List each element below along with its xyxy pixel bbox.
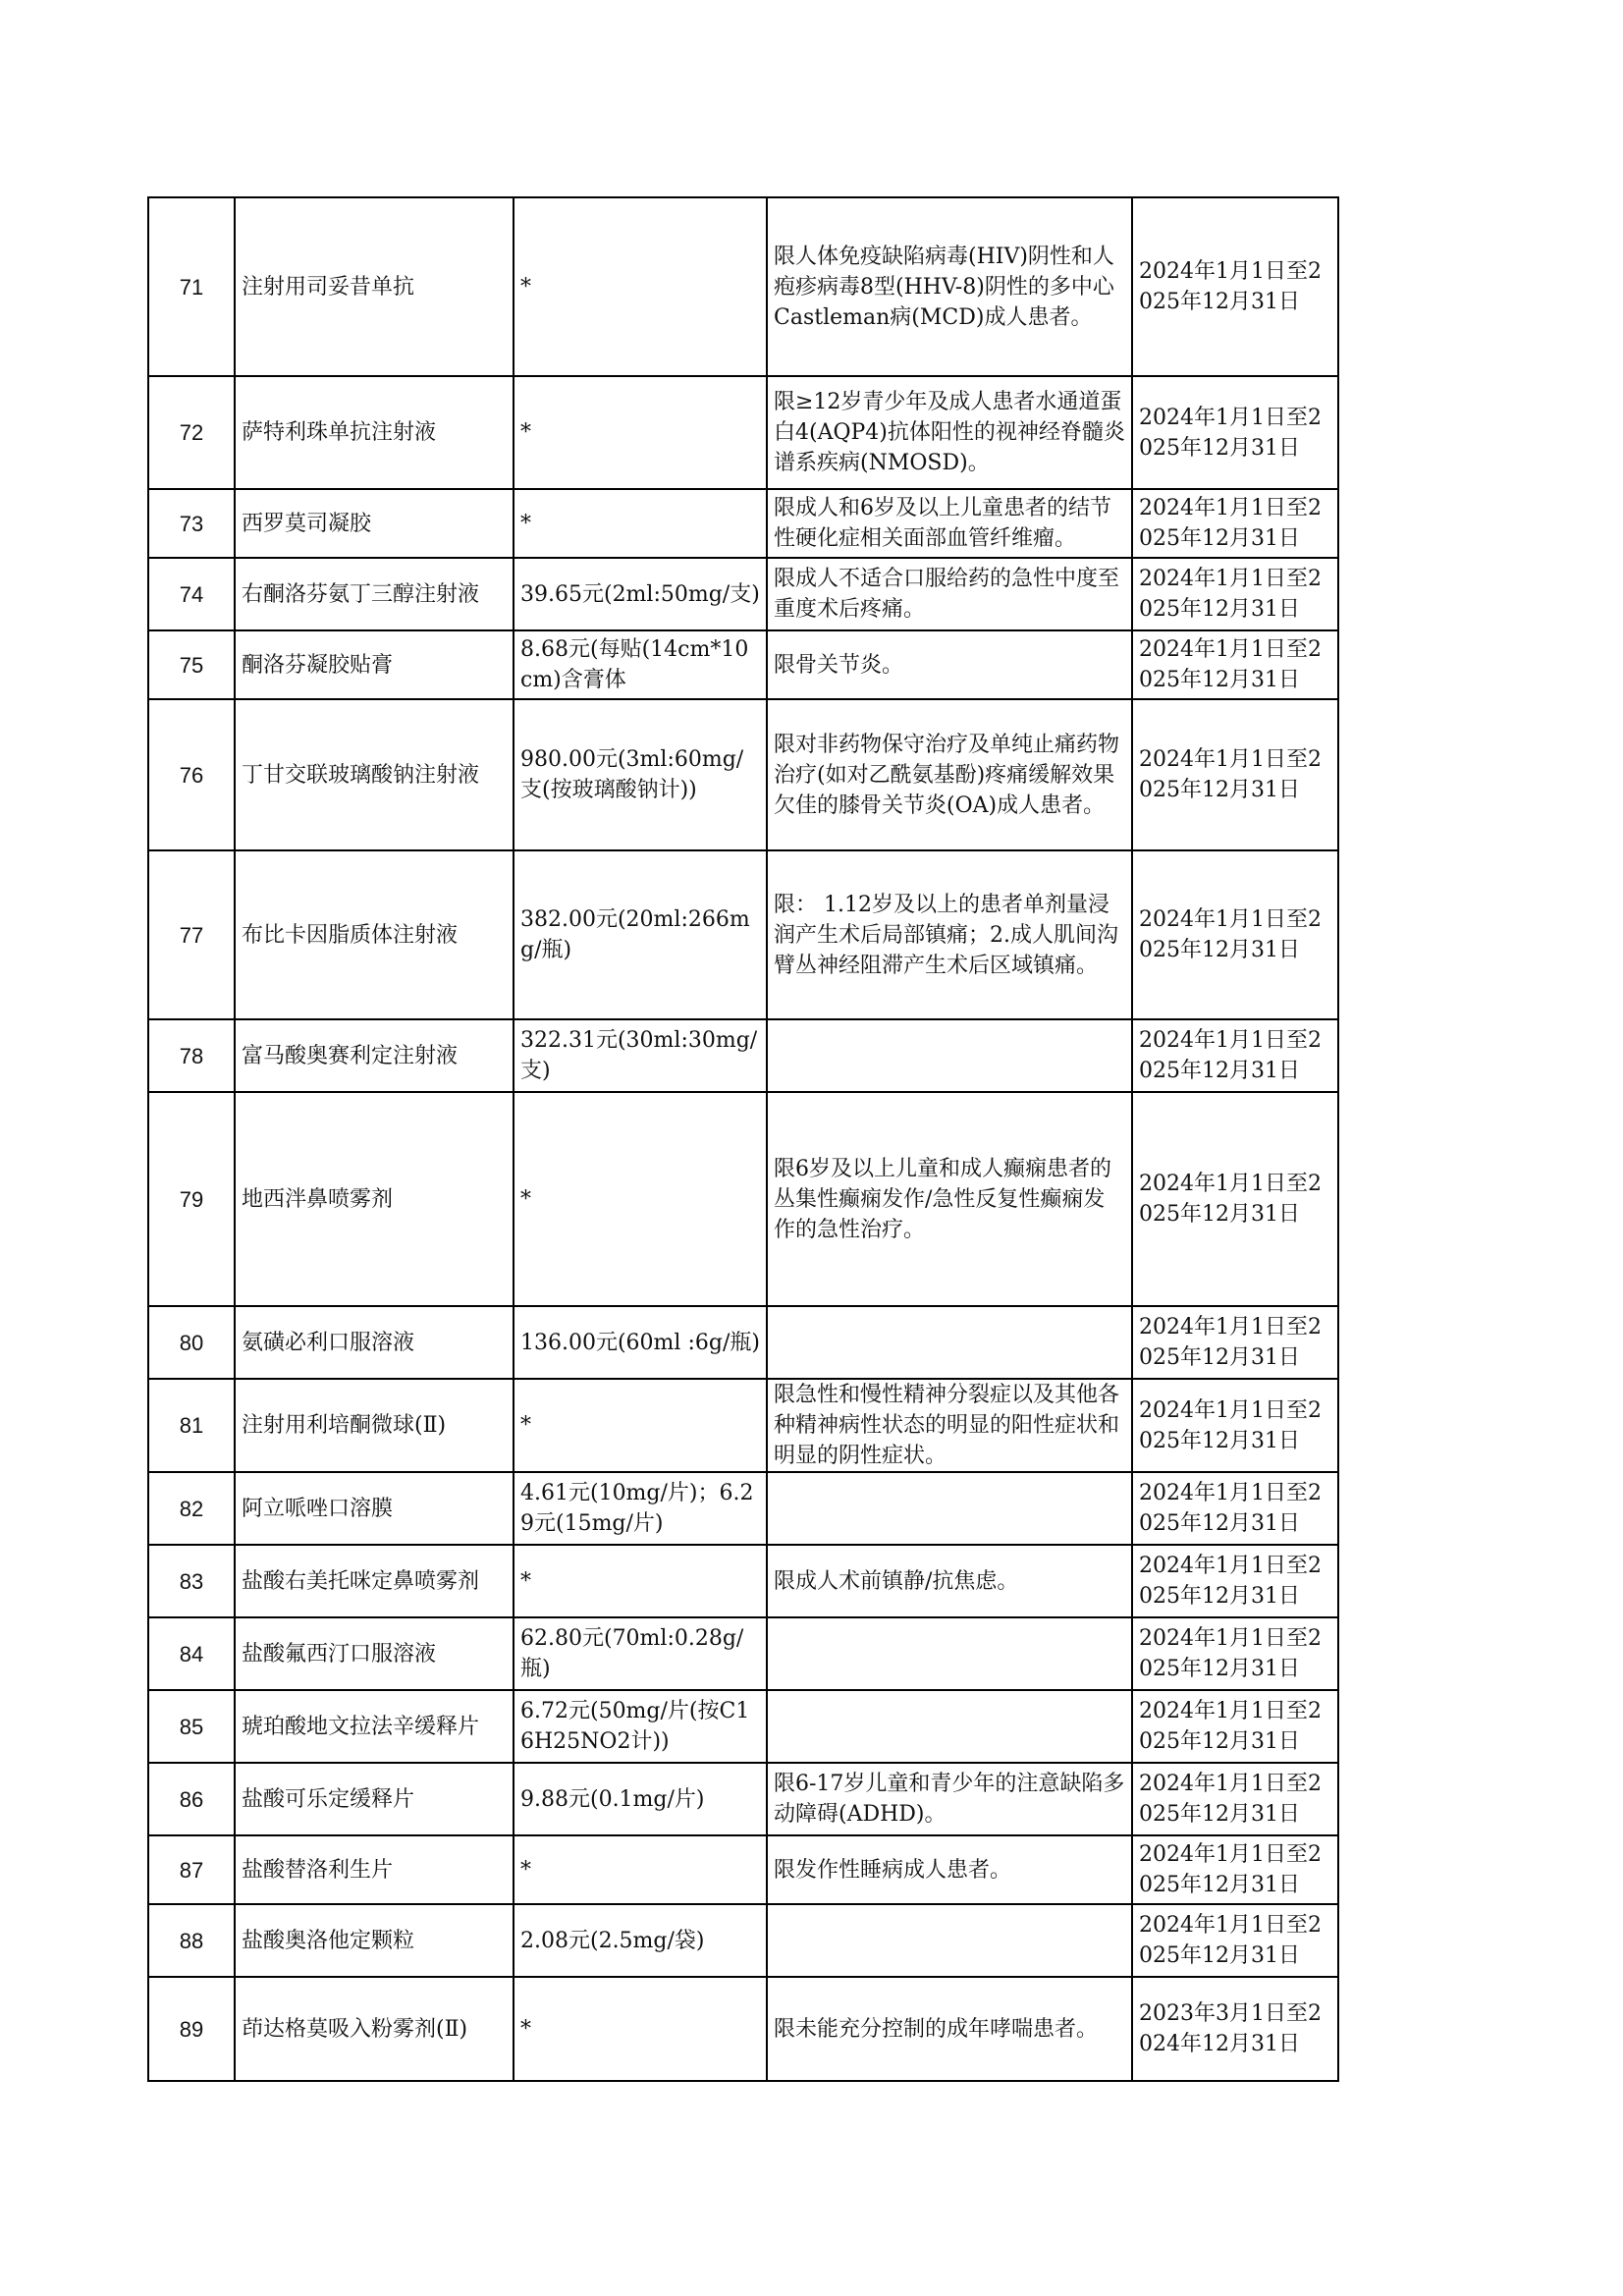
drug-name-cell (235, 699, 514, 850)
payment-standard: 980.00元(3ml:60mg/支(按玻璃酸钠计)) (520, 747, 744, 802)
table-row (148, 1617, 1338, 1690)
agreement-period-cell (1132, 558, 1338, 630)
table-row (148, 1306, 1338, 1379)
row-number: 78 (179, 1043, 204, 1068)
table-row (148, 1977, 1338, 2081)
table-row (148, 558, 1338, 630)
payment-standard-cell (514, 197, 767, 376)
payment-standard-cell (514, 1904, 767, 1977)
table-row (148, 1092, 1338, 1306)
payment-standard-cell (514, 1690, 767, 1763)
agreement-period-cell (1132, 1835, 1338, 1904)
drug-name-cell (235, 1545, 514, 1617)
payment-standard: * (520, 1186, 531, 1212)
row-number-cell (148, 1472, 235, 1545)
row-number-cell (148, 1379, 235, 1472)
payment-standard: * (520, 420, 531, 445)
agreement-period-cell (1132, 197, 1338, 376)
drug-name: 氨磺必利口服溶液 (242, 1330, 415, 1355)
payment-standard-cell (514, 1092, 767, 1306)
drug-name-cell (235, 1617, 514, 1690)
payment-standard: 136.00元(60ml :6g/瓶) (520, 1330, 760, 1355)
table-row (148, 1763, 1338, 1835)
drug-name: 酮洛芬凝胶贴膏 (242, 652, 394, 678)
drug-list-table (147, 196, 1339, 2082)
payment-standard: 6.72元(50mg/片(按C16H25NO2计)) (520, 1699, 750, 1754)
agreement-period: 2023年3月1日至2024年12月31日 (1139, 2001, 1322, 2056)
agreement-period: 2024年1月1日至2025年12月31日 (1139, 1626, 1322, 1681)
restriction-note-cell (767, 1977, 1132, 2081)
payment-standard: 4.61元(10mg/片)；6.29元(15mg/片) (520, 1481, 754, 1536)
drug-name: 盐酸右美托咪定鼻喷雾剂 (242, 1568, 480, 1594)
payment-standard-cell (514, 850, 767, 1019)
payment-standard: * (520, 511, 531, 536)
restriction-note-cell (767, 489, 1132, 558)
agreement-period-cell (1132, 1092, 1338, 1306)
agreement-period-cell (1132, 1904, 1338, 1977)
drug-name-cell (235, 1092, 514, 1306)
drug-name-cell (235, 1472, 514, 1545)
payment-standard-cell (514, 1472, 767, 1545)
restriction-note-cell (767, 1472, 1132, 1545)
drug-name-cell (235, 1690, 514, 1763)
drug-name-cell (235, 489, 514, 558)
row-number-cell (148, 1690, 235, 1763)
agreement-period-cell (1132, 630, 1338, 699)
agreement-period-cell (1132, 1019, 1338, 1092)
table-row (148, 1904, 1338, 1977)
restriction-note-cell (767, 1904, 1132, 1977)
drug-name: 盐酸可乐定缓释片 (242, 1786, 415, 1812)
row-number-cell (148, 1545, 235, 1617)
row-number-cell (148, 1092, 235, 1306)
drug-name-cell (235, 1379, 514, 1472)
row-number: 71 (179, 274, 204, 300)
restriction-note-cell (767, 1763, 1132, 1835)
drug-name-cell (235, 630, 514, 699)
row-number-cell (148, 850, 235, 1019)
row-number: 75 (179, 652, 204, 678)
row-number: 86 (179, 1786, 204, 1812)
table-row (148, 1835, 1338, 1904)
agreement-period-cell (1132, 1545, 1338, 1617)
row-number-cell (148, 630, 235, 699)
restriction-note-cell (767, 558, 1132, 630)
payment-standard: 9.88元(0.1mg/片) (520, 1786, 705, 1812)
table-row (148, 489, 1338, 558)
agreement-period: 2024年1月1日至2025年12月31日 (1139, 1397, 1322, 1453)
restriction-note-cell (767, 850, 1132, 1019)
restriction-note: 限对非药物保守治疗及单纯止痛药物治疗(如对乙酰氨基酚)疼痛缓解效果欠佳的膝骨关节炎(OA)成人患者。 (774, 732, 1120, 818)
table-row (148, 1545, 1338, 1617)
agreement-period-cell (1132, 1763, 1338, 1835)
table-row (148, 1379, 1338, 1472)
agreement-period: 2024年1月1日至2025年12月31日 (1139, 907, 1322, 962)
row-number: 84 (179, 1641, 204, 1667)
drug-name-cell (235, 197, 514, 376)
row-number: 88 (179, 1928, 204, 1953)
row-number-cell (148, 1904, 235, 1977)
payment-standard: * (520, 1568, 531, 1594)
payment-standard-cell (514, 1019, 767, 1092)
drug-name: 地西泮鼻喷雾剂 (242, 1186, 394, 1212)
payment-standard-cell (514, 630, 767, 699)
payment-standard: 62.80元(70ml:0.28g/瓶) (520, 1626, 744, 1681)
agreement-period-cell (1132, 850, 1338, 1019)
restriction-note: 限成人和6岁及以上儿童患者的结节性硬化症相关面部血管纤维瘤。 (774, 496, 1111, 551)
drug-name: 茚达格莫吸入粉雾剂(Ⅱ) (242, 2016, 468, 2042)
drug-name-cell (235, 1904, 514, 1977)
agreement-period-cell (1132, 1379, 1338, 1472)
row-number: 82 (179, 1496, 204, 1521)
restriction-note: 限成人不适合口服给药的急性中度至重度术后疼痛。 (774, 567, 1120, 622)
row-number: 79 (179, 1186, 204, 1212)
restriction-note-cell (767, 1545, 1132, 1617)
drug-name: 注射用利培酮微球(Ⅱ) (242, 1413, 447, 1438)
drug-name: 富马酸奥赛利定注射液 (242, 1043, 459, 1068)
restriction-note: 限发作性睡病成人患者。 (774, 1857, 1012, 1883)
payment-standard-cell (514, 1763, 767, 1835)
agreement-period-cell (1132, 1306, 1338, 1379)
restriction-note: 限成人术前镇静/抗焦虑。 (774, 1568, 1019, 1594)
row-number-cell (148, 699, 235, 850)
drug-name-cell (235, 1977, 514, 2081)
payment-standard-cell (514, 1379, 767, 1472)
payment-standard-cell (514, 1617, 767, 1690)
drug-name: 布比卡因脂质体注射液 (242, 922, 459, 948)
row-number: 73 (179, 511, 204, 536)
drug-name-cell (235, 558, 514, 630)
agreement-period: 2024年1月1日至2025年12月31日 (1139, 405, 1322, 461)
drug-name: 阿立哌唑口溶膜 (242, 1496, 394, 1521)
row-number-cell (148, 197, 235, 376)
drug-name: 盐酸奥洛他定颗粒 (242, 1928, 415, 1953)
drug-name: 盐酸替洛利生片 (242, 1857, 394, 1883)
restriction-note-cell (767, 1835, 1132, 1904)
drug-name-cell (235, 376, 514, 489)
drug-name: 盐酸氟西汀口服溶液 (242, 1641, 437, 1667)
row-number-cell (148, 1306, 235, 1379)
table-row (148, 1019, 1338, 1092)
payment-standard-cell (514, 558, 767, 630)
drug-name: 西罗莫司凝胶 (242, 511, 372, 536)
agreement-period-cell (1132, 489, 1338, 558)
restriction-note-cell (767, 1690, 1132, 1763)
agreement-period: 2024年1月1日至2025年12月31日 (1139, 1315, 1322, 1370)
payment-standard: * (520, 2016, 531, 2042)
restriction-note-cell (767, 699, 1132, 850)
restriction-note: 限≥12岁青少年及成人患者水通道蛋白4(AQP4)抗体阳性的视神经脊髓炎谱系疾病(NMOSD)。 (774, 390, 1125, 475)
payment-standard-cell (514, 1835, 767, 1904)
restriction-note: 限未能充分控制的成年哮喘患者。 (774, 2016, 1099, 2042)
table-row (148, 1690, 1338, 1763)
drug-name: 丁甘交联玻璃酸钠注射液 (242, 762, 480, 788)
row-number-cell (148, 489, 235, 558)
agreement-period: 2024年1月1日至2025年12月31日 (1139, 567, 1322, 622)
drug-name-cell (235, 1306, 514, 1379)
payment-standard-cell (514, 1545, 767, 1617)
agreement-period: 2024年1月1日至2025年12月31日 (1139, 1913, 1322, 1968)
agreement-period: 2024年1月1日至2025年12月31日 (1139, 1772, 1322, 1827)
payment-standard: 322.31元(30ml:30mg/支) (520, 1028, 758, 1083)
drug-name: 注射用司妥昔单抗 (242, 274, 415, 300)
restriction-note-cell (767, 1617, 1132, 1690)
payment-standard-cell (514, 376, 767, 489)
row-number-cell (148, 1835, 235, 1904)
table-row (148, 376, 1338, 489)
restriction-note: 限6-17岁儿童和青少年的注意缺陷多动障碍(ADHD)。 (774, 1772, 1125, 1827)
restriction-note: 限骨关节炎。 (774, 652, 904, 678)
table-row (148, 1472, 1338, 1545)
agreement-period: 2024年1月1日至2025年12月31日 (1139, 637, 1322, 692)
restriction-note: 限急性和慢性精神分裂症以及其他各种精神病性状态的明显的阳性症状和明显的阴性症状。 (774, 1383, 1120, 1468)
table-row (148, 699, 1338, 850)
agreement-period-cell (1132, 1977, 1338, 2081)
row-number-cell (148, 1977, 235, 2081)
row-number-cell (148, 1019, 235, 1092)
agreement-period: 2024年1月1日至2025年12月31日 (1139, 259, 1322, 314)
agreement-period: 2024年1月1日至2025年12月31日 (1139, 1554, 1322, 1609)
agreement-period: 2024年1月1日至2025年12月31日 (1139, 1699, 1322, 1754)
payment-standard-cell (514, 1977, 767, 2081)
restriction-note-cell (767, 630, 1132, 699)
row-number: 76 (179, 762, 204, 788)
agreement-period: 2024年1月1日至2025年12月31日 (1139, 1028, 1322, 1083)
payment-standard: 8.68元(每贴(14cm*10cm)含膏体 (520, 637, 749, 692)
row-number: 89 (179, 2016, 204, 2042)
payment-standard-cell (514, 489, 767, 558)
payment-standard: 39.65元(2ml:50mg/支) (520, 581, 760, 607)
agreement-period-cell (1132, 376, 1338, 489)
row-number-cell (148, 1617, 235, 1690)
agreement-period: 2024年1月1日至2025年12月31日 (1139, 1481, 1322, 1536)
agreement-period-cell (1132, 699, 1338, 850)
restriction-note-cell (767, 1306, 1132, 1379)
payment-standard: 382.00元(20ml:266mg/瓶) (520, 907, 750, 962)
row-number-cell (148, 1763, 235, 1835)
row-number: 77 (179, 922, 204, 948)
row-number: 85 (179, 1714, 204, 1739)
agreement-period-cell (1132, 1617, 1338, 1690)
row-number-cell (148, 376, 235, 489)
payment-standard: * (520, 1857, 531, 1883)
restriction-note: 限6岁及以上儿童和成人癫痫患者的丛集性癫痫发作/急性反复性癫痫发作的急性治疗。 (774, 1156, 1111, 1242)
restriction-note-cell (767, 1379, 1132, 1472)
table-row (148, 630, 1338, 699)
drug-name-cell (235, 1835, 514, 1904)
drug-name-cell (235, 1763, 514, 1835)
restriction-note: 限人体免疫缺陷病毒(HIV)阴性和人疱疹病毒8型(HHV-8)阴性的多中心Castleman病(MCD)成人患者。 (774, 244, 1114, 330)
drug-name: 琥珀酸地文拉法辛缓释片 (242, 1714, 480, 1739)
restriction-note-cell (767, 376, 1132, 489)
payment-standard: * (520, 274, 531, 300)
row-number: 80 (179, 1330, 204, 1355)
payment-standard: * (520, 1413, 531, 1438)
row-number: 72 (179, 420, 204, 445)
drug-name: 萨特利珠单抗注射液 (242, 420, 437, 445)
table-row (148, 850, 1338, 1019)
agreement-period: 2024年1月1日至2025年12月31日 (1139, 496, 1322, 551)
row-number: 81 (179, 1413, 204, 1438)
restriction-note-cell (767, 1019, 1132, 1092)
payment-standard-cell (514, 1306, 767, 1379)
row-number: 83 (179, 1568, 204, 1594)
payment-standard-cell (514, 699, 767, 850)
table-body (148, 197, 1338, 2081)
payment-standard: 2.08元(2.5mg/袋) (520, 1928, 705, 1953)
drug-name-cell (235, 850, 514, 1019)
agreement-period: 2024年1月1日至2025年12月31日 (1139, 1842, 1322, 1897)
agreement-period: 2024年1月1日至2025年12月31日 (1139, 747, 1322, 802)
drug-name-cell (235, 1019, 514, 1092)
row-number: 74 (179, 581, 204, 607)
agreement-period-cell (1132, 1690, 1338, 1763)
restriction-note-cell (767, 1092, 1132, 1306)
table-row (148, 197, 1338, 376)
row-number-cell (148, 558, 235, 630)
restriction-note-cell (767, 197, 1132, 376)
drug-name: 右酮洛芬氨丁三醇注射液 (242, 581, 480, 607)
agreement-period-cell (1132, 1472, 1338, 1545)
restriction-note: 限： 1.12岁及以上的患者单剂量浸润产生术后局部镇痛；2.成人肌间沟臂丛神经阻滞产生术后区域镇痛。 (774, 892, 1118, 978)
agreement-period: 2024年1月1日至2025年12月31日 (1139, 1172, 1322, 1227)
row-number: 87 (179, 1857, 204, 1883)
